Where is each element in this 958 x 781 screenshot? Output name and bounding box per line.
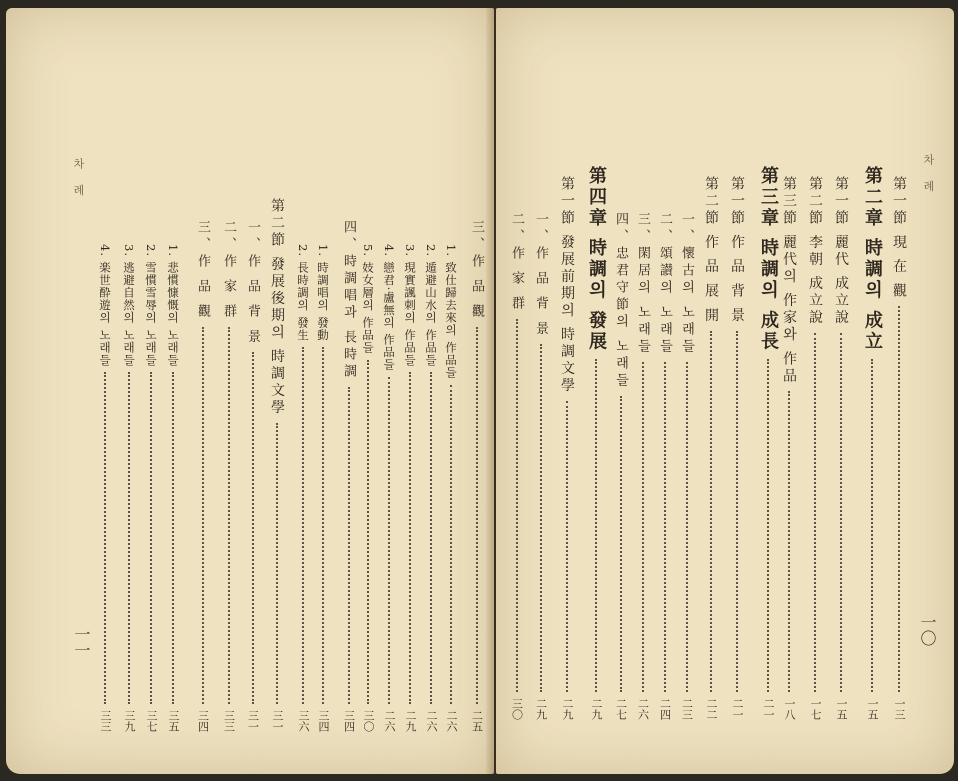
dot-leader	[620, 396, 622, 692]
toc-entry-label: 第一節 發展前期의 時調文學	[559, 176, 575, 395]
toc-entry-label: 一、懷古의 노래들	[679, 212, 694, 357]
toc-entry-label: 二、作 家 群	[221, 220, 236, 322]
dot-leader	[686, 362, 688, 692]
toc-entry	[315, 244, 331, 732]
toc-entry	[677, 212, 696, 720]
toc-entry-label: 第一節 作 品 背 景	[729, 176, 745, 325]
left-page	[6, 8, 494, 774]
toc-page-number: 二九	[561, 698, 574, 720]
right-page-number: 一〇	[918, 614, 937, 646]
toc-page-number: 二一	[762, 698, 775, 720]
toc-entry-label: 1. 悲慣慷慨의 노래들	[166, 244, 180, 367]
toc-entry	[655, 212, 674, 720]
toc-page-number: 三四	[317, 710, 330, 732]
dot-leader	[302, 347, 304, 704]
toc-entry-label: 5. 妓女層의 作品들	[361, 244, 375, 354]
dot-leader	[367, 360, 369, 704]
dot-leader	[767, 359, 769, 692]
dot-leader	[388, 377, 390, 704]
toc-page-number: 一八	[783, 698, 796, 720]
dot-leader	[871, 359, 873, 692]
dot-leader	[150, 372, 152, 704]
dot-leader	[736, 331, 738, 692]
toc-entry	[193, 220, 212, 732]
dot-leader	[540, 344, 542, 692]
toc-page-number: 二五	[470, 710, 484, 732]
toc-entry-label: 第二節 作 品 展 開	[703, 176, 719, 325]
dot-leader	[409, 372, 411, 704]
dot-leader	[228, 327, 230, 704]
toc-entry	[360, 244, 376, 732]
toc-page-number: 二七	[614, 698, 628, 720]
toc-entry-label: 2. 長時調의 發生	[296, 244, 310, 342]
toc-entry-label: 4. 戀君·盧無의 作品들	[382, 244, 396, 371]
toc-page-number: 二二	[705, 698, 718, 720]
toc-entry	[143, 244, 159, 732]
toc-entry-label: 一、作 品 背 景	[245, 220, 260, 347]
toc-page-number: 二九	[590, 698, 603, 720]
toc-entry	[467, 220, 486, 732]
toc-page-number: 二六	[636, 698, 650, 720]
toc-entry-label: 第三章 時調의 成長	[758, 166, 779, 353]
toc-page-number: 三〇	[510, 698, 524, 720]
left-page-header: 차 례	[72, 158, 85, 202]
toc-entry	[219, 220, 238, 732]
left-page-number: 一一	[72, 626, 91, 658]
dot-leader	[566, 401, 568, 692]
toc-entry-label: 2. 遁避山水의 作品들	[424, 244, 438, 367]
toc-entry-label: 3. 逃避自然의 노래들	[122, 244, 136, 367]
dot-leader	[898, 306, 900, 692]
toc-entry-label: 第三節 麗代의 作家와 作品	[781, 176, 797, 386]
toc-entry-label: 二、頌讃의 노래들	[657, 212, 672, 357]
toc-page-number: 三六	[297, 710, 310, 732]
dot-leader	[450, 385, 452, 704]
toc-entry-label: 1. 致仕歸去來의 作品들	[444, 244, 458, 379]
right-page-header: 차 례	[922, 154, 935, 198]
dot-leader	[516, 319, 518, 692]
toc-entry	[779, 176, 799, 720]
toc-page-number: 三四	[342, 710, 356, 732]
toc-entry-label: 二、作 家 群	[509, 212, 524, 314]
toc-entry	[267, 198, 287, 732]
dot-leader	[814, 333, 816, 692]
dot-leader	[348, 387, 350, 704]
toc-entry-label: 三、作 品 觀	[469, 220, 484, 322]
toc-entry-label: 三、閑居의 노래들	[635, 212, 650, 357]
toc-entry	[402, 244, 418, 732]
toc-entry	[701, 176, 721, 720]
toc-entry	[557, 176, 577, 720]
toc-entry	[583, 166, 609, 720]
toc-entry-label: 四、忠君守節의 노래들	[613, 212, 628, 391]
toc-entry	[339, 220, 358, 732]
dot-leader	[252, 352, 254, 704]
dot-leader	[430, 372, 432, 704]
toc-entry	[611, 212, 630, 720]
toc-entry-label: 3. 現實諷刺의 作品들	[403, 244, 417, 367]
dot-leader	[664, 362, 666, 692]
toc-entry	[443, 244, 459, 732]
dot-leader	[322, 347, 324, 704]
toc-entry-label: 一、作 品 背 景	[533, 212, 548, 339]
toc-entry	[165, 244, 181, 732]
toc-entry-label: 第一節 麗代 成立說	[833, 176, 849, 327]
toc-entry	[243, 220, 262, 732]
toc-entry	[859, 166, 885, 720]
toc-page-number: 一五	[866, 698, 879, 720]
dot-leader	[642, 362, 644, 692]
dot-leader	[172, 372, 174, 704]
toc-page-number: 一五	[835, 698, 848, 720]
toc-page-number: 三一	[246, 710, 260, 732]
toc-entry-label: 三、作 品 觀	[195, 220, 210, 322]
dot-leader	[104, 372, 106, 704]
toc-page-number: 三五	[167, 710, 180, 732]
toc-entry	[531, 212, 550, 720]
dot-leader	[202, 327, 204, 704]
toc-page-number: 三〇	[362, 710, 375, 732]
dot-leader	[595, 359, 597, 692]
toc-page-number: 二一	[731, 698, 744, 720]
dot-leader	[840, 333, 842, 692]
dot-leader	[276, 423, 278, 704]
toc-entry	[727, 176, 747, 720]
toc-entry-label: 1. 時調唱의 發動	[316, 244, 330, 342]
dot-leader	[128, 372, 130, 704]
toc-entry	[381, 244, 397, 732]
toc-page-number: 三三	[99, 710, 112, 732]
toc-page-number: 二三	[680, 698, 694, 720]
toc-entry-label: 第二章 時調의 成立	[862, 166, 883, 353]
right-page	[496, 8, 954, 774]
toc-entry-label: 四、時調唱과 長時調	[341, 220, 356, 382]
toc-entry	[805, 176, 825, 720]
toc-entry	[831, 176, 851, 720]
toc-page-number: 二六	[383, 710, 396, 732]
toc-page-number: 二四	[658, 698, 672, 720]
toc-page-number: 二九	[404, 710, 417, 732]
toc-page-number: 二六	[445, 710, 458, 732]
toc-entry	[507, 212, 526, 720]
toc-page-number: 三三	[222, 710, 236, 732]
toc-entry	[97, 244, 113, 732]
dot-leader	[710, 331, 712, 692]
toc-page-number: 三四	[196, 710, 210, 732]
toc-entry-label: 4. 楽世酔遊의 노래들	[98, 244, 112, 367]
toc-entry	[423, 244, 439, 732]
toc-page-number: 一三	[893, 698, 906, 720]
toc-page-number: 三一	[271, 710, 284, 732]
toc-page-number: 二九	[534, 698, 548, 720]
toc-entry-label: 第二節 發展後期의 時調文學	[269, 198, 285, 417]
toc-entry-label: 第四章 時調의 發展	[586, 166, 607, 353]
toc-entry	[889, 176, 909, 720]
toc-entry-label: 第一節 現 在 觀	[891, 176, 907, 301]
dot-leader	[476, 327, 478, 704]
toc-page-number: 三七	[145, 710, 158, 732]
toc-entry-label: 2. 雪慣雪辱의 노래들	[144, 244, 158, 367]
toc-entry	[755, 166, 781, 720]
dot-leader	[788, 391, 790, 692]
toc-page-number: 二六	[425, 710, 438, 732]
toc-entry	[295, 244, 311, 732]
toc-page-number: 一七	[809, 698, 822, 720]
toc-entry-label: 第二節 李朝 成立說	[807, 176, 823, 327]
toc-entry	[121, 244, 137, 732]
toc-page-number: 三九	[123, 710, 136, 732]
toc-entry	[633, 212, 652, 720]
